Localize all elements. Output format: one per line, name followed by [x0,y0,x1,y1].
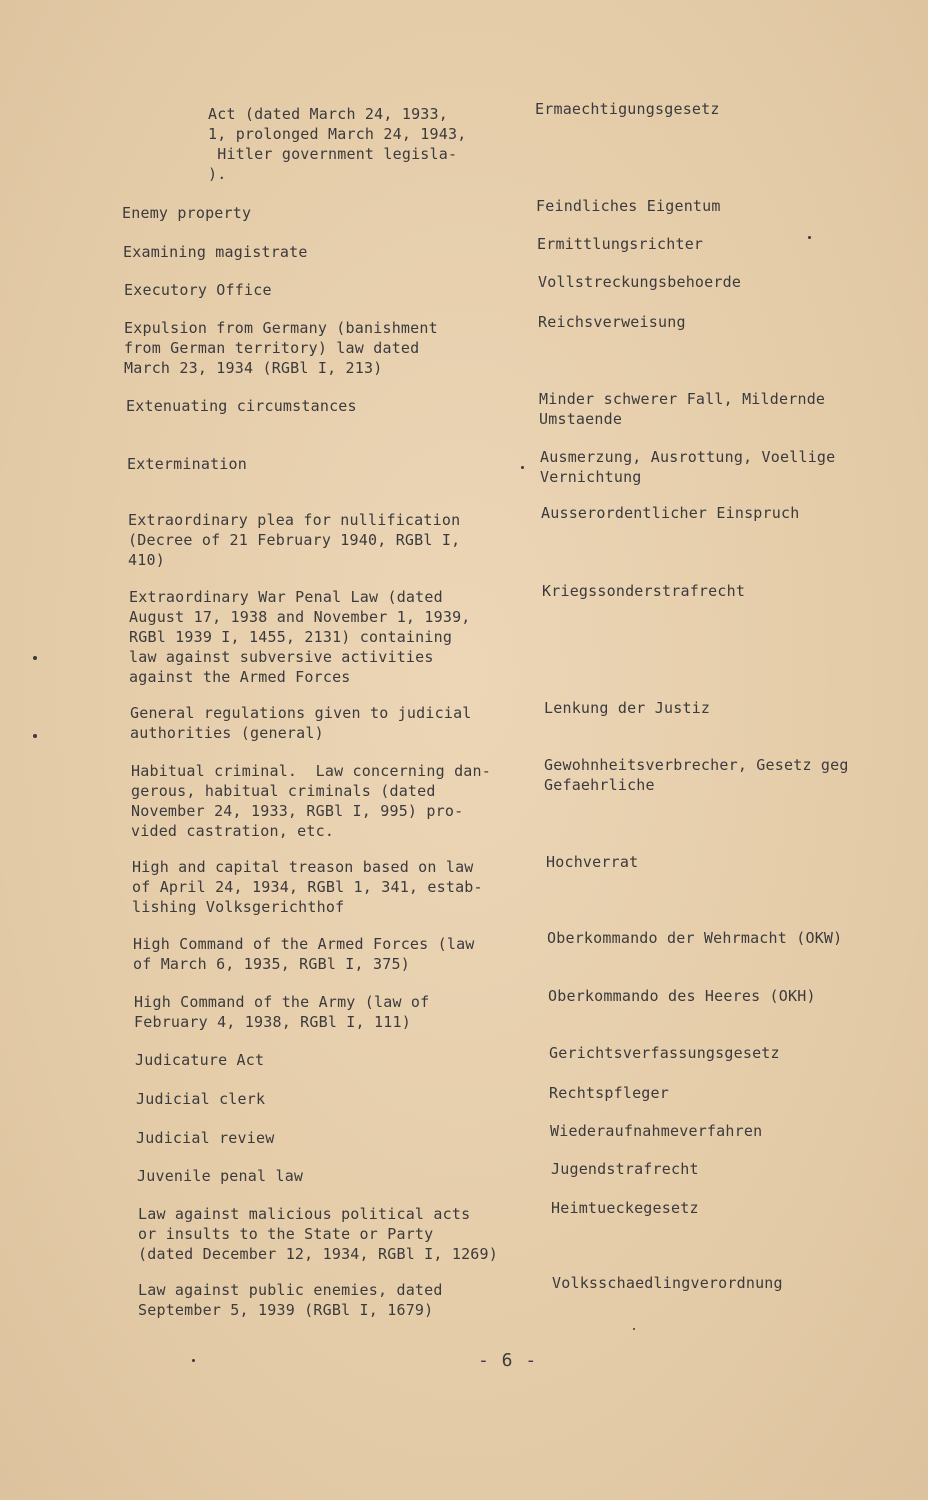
glossary-term-de: Oberkommando des Heeres (OKH) [548,987,816,1005]
margin-mark [633,1328,635,1330]
glossary-term-de: Vollstreckungsbehoerde [538,273,742,291]
page-number: - 6 - [478,1350,538,1371]
glossary-term-en: Extraordinary plea for nullification (Decree of 21 February 1940, RGBl I, 410) [128,511,461,569]
glossary-term-de: Lenkung der Justiz [544,699,711,717]
glossary-term-de: Minder schwerer Fall, Mildernde Umstaende [539,390,826,428]
glossary-term-en: Law against malicious political acts or insults to the State or Party (dated December 12, 1934, RGBl I, 1269) [138,1205,498,1263]
glossary-term-de: Wiederaufnahmeverfahren [550,1122,763,1140]
glossary-term-en: Act (dated March 24, 1933, 1, prolonged March 24, 1943, Hitler government legisla- ). [208,105,467,183]
margin-mark [521,466,524,469]
glossary-term-en: Juvenile penal law [137,1167,304,1185]
glossary-term-en: Extenuating circumstances [126,397,357,415]
glossary-term-en: High Command of the Armed Forces (law of March 6, 1935, RGBl I, 375) [133,935,475,973]
glossary-term-de: Gewohnheitsverbrecher, Gesetz geg Gefaehrliche [544,756,849,794]
glossary-term-de: Ausserordentlicher Einspruch [541,504,800,522]
glossary-term-de: Ermittlungsrichter [537,235,704,253]
glossary-term-en: Judicial clerk [136,1090,266,1108]
glossary-term-en: Enemy property [122,204,252,222]
glossary-term-en: Executory Office [124,281,272,299]
glossary-term-de: Ermaechtigungsgesetz [535,100,720,118]
glossary-term-de: Heimtueckegesetz [551,1199,699,1217]
glossary-term-en: Extermination [127,455,247,473]
glossary-term-de: Oberkommando der Wehrmacht (OKW) [547,929,843,947]
glossary-term-en: High and capital treason based on law of April 24, 1934, RGBl 1, 341, estab- lishing Volksgerichthof [132,858,483,916]
glossary-term-de: Rechtspfleger [549,1084,669,1102]
glossary-term-de: Kriegssonderstrafrecht [542,582,746,600]
glossary-term-en: Judicial review [136,1129,275,1147]
glossary-term-en: Expulsion from Germany (banishment from German territory) law dated March 23, 1934 (RGBl I, 213) [124,319,438,377]
margin-mark [192,1359,195,1362]
glossary-term-de: Volksschaedlingverordnung [552,1274,783,1292]
glossary-term-de: Jugendstrafrecht [551,1160,699,1178]
glossary-term-en: High Command of the Army (law of February 4, 1938, RGBl I, 111) [134,993,430,1031]
glossary-term-de: Feindliches Eigentum [536,197,721,215]
glossary-term-de: Gerichtsverfassungsgesetz [549,1044,780,1062]
glossary-term-de: Ausmerzung, Ausrottung, Voellige Vernichtung [540,448,836,486]
glossary-term-en: Law against public enemies, dated September 5, 1939 (RGBl I, 1679) [138,1281,443,1319]
glossary-term-en: Examining magistrate [123,243,308,261]
glossary-term-en: Judicature Act [135,1051,265,1069]
glossary-term-de: Hochverrat [546,853,639,871]
margin-mark [808,236,811,239]
margin-mark [33,656,37,660]
glossary-term-en: General regulations given to judicial authorities (general) [130,704,472,742]
glossary-term-de: Reichsverweisung [538,313,686,331]
glossary-term-en: Extraordinary War Penal Law (dated August 17, 1938 and November 1, 1939, RGBl 1939 I, 1455, 2131) containing law against subversive activities against the Armed Forces [129,588,471,686]
margin-mark [33,734,37,738]
glossary-term-en: Habitual criminal. Law concerning dan- gerous, habitual criminals (dated November 24, 1933, RGBl I, 995) pro- vided castration, etc. [131,762,491,840]
